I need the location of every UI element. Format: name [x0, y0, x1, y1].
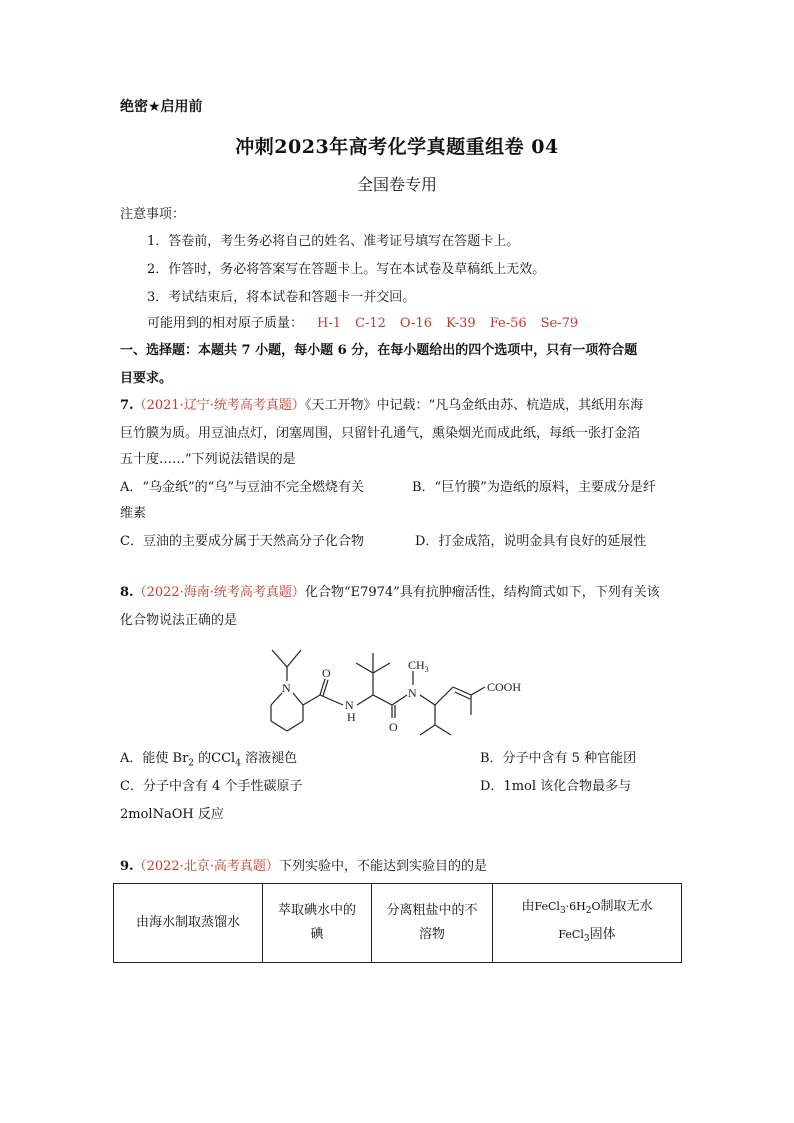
atom-o: O	[389, 720, 398, 734]
question-number: 9.	[120, 859, 134, 874]
page-title: 冲刺2023年高考化学真题重组卷 04	[235, 136, 559, 158]
table-cell: 萃取碘水中的 碘	[263, 884, 372, 963]
atom-n: N	[345, 698, 354, 712]
structural-formula	[265, 643, 535, 743]
question-source: （2022·北京·高考真题）	[133, 859, 279, 874]
atomic-mass: H-1	[317, 316, 342, 331]
atomic-mass: K-39	[446, 316, 476, 331]
option-c: C．豆油的主要成分属于天然高分子化合物	[120, 534, 364, 549]
question-text: 下列实验中，不能达到实验目的的是	[278, 859, 487, 874]
question-7-stem	[120, 396, 643, 416]
option-d: D．1mol 该化合物最多与	[480, 779, 632, 794]
option-c: C．分子中含有 4 个手性碳原子	[120, 779, 303, 794]
question-text: 化合物说法正确的是	[120, 613, 238, 628]
atom-n: N	[282, 681, 291, 695]
question-source: （2021·辽宁·统考高考真题）	[133, 398, 305, 413]
experiment-table	[113, 883, 682, 963]
atomic-masses-label: 可能用到的相对原子质量：	[147, 316, 304, 331]
atom-o: O	[322, 666, 331, 680]
atom-n: N	[408, 686, 417, 700]
section-heading-cont: 目要求。	[120, 371, 173, 386]
formula-bonds	[271, 650, 485, 735]
atomic-mass: Fe-56	[489, 316, 527, 331]
question-text: 五十度……”下列说法错误的是	[120, 452, 296, 467]
notice-item: 1．答卷前，考生务必将自己的姓名、准考证号填写在答题卡上。	[147, 234, 520, 249]
atom-h: H	[347, 710, 356, 724]
question-text: 《天工开物》中记载：“凡乌金纸由苏、杭造成，其纸用东海	[304, 398, 644, 413]
section-heading: 一、选择题：本题共 7 小题，每小题 6 分，在每小题给出的四个选项中，只有一项符合题	[120, 343, 638, 358]
atomic-mass: C-12	[355, 316, 386, 331]
option-d-cont: 2molNaOH 反应	[120, 807, 224, 822]
option-a: A．能使 $Br_2$ 的CCl$_4$ 溶液褪色	[120, 751, 298, 769]
question-text: 化合物“E7974”具有抗肿瘤活性，结构简式如下，下列有关该	[304, 585, 660, 600]
option-b: B．分子中含有 5 种官能团	[480, 751, 637, 766]
question-text: 巨竹膜为质。用豆油点灯，闭塞周围，只留针孔通气，熏染烟光而成此纸，每纸一张打金箔	[120, 426, 641, 441]
table-cell: 由$FeCl_3\cdot 6H_2O$制取无水 FeCl$_3$固体	[493, 884, 682, 963]
notice-item: 2．作答时，务必将答案写在答题卡上。写在本试卷及草稿纸上无效。	[147, 262, 546, 277]
option-a: A．“乌金纸”的“乌”与豆油不完全燃烧有关	[120, 480, 364, 495]
question-number: 7.	[120, 398, 134, 413]
atomic-mass: O-16	[399, 316, 432, 331]
table-row	[114, 884, 682, 963]
option-b-cont: 维素	[120, 506, 147, 521]
question-8-stem	[120, 583, 660, 603]
notice-item: 3．考试结束后，将本试卷和答题卡一并交回。	[147, 290, 416, 305]
question-9-stem	[120, 857, 487, 877]
question-number: 8.	[120, 585, 134, 600]
carboxyl-label: COOH	[487, 680, 522, 694]
atomic-masses	[147, 314, 578, 334]
confidential-mark: 绝密★启用前	[120, 99, 203, 115]
question-source: （2022·海南·统考高考真题）	[133, 585, 305, 600]
page-subtitle: 全国卷专用	[356, 175, 437, 194]
notice-heading: 注意事项：	[120, 207, 186, 222]
option-b: B．“巨竹膜”为造纸的原料，主要成分是纤	[412, 480, 656, 495]
methyl-label: $CH_3$	[408, 658, 429, 674]
option-d: D．打金成箔，说明金具有良好的延展性	[415, 534, 647, 549]
atomic-mass: Se-79	[540, 316, 579, 331]
table-cell: 由海水制取蒸馏水	[114, 884, 263, 963]
table-cell: 分离粗盐中的不 溶物	[372, 884, 493, 963]
